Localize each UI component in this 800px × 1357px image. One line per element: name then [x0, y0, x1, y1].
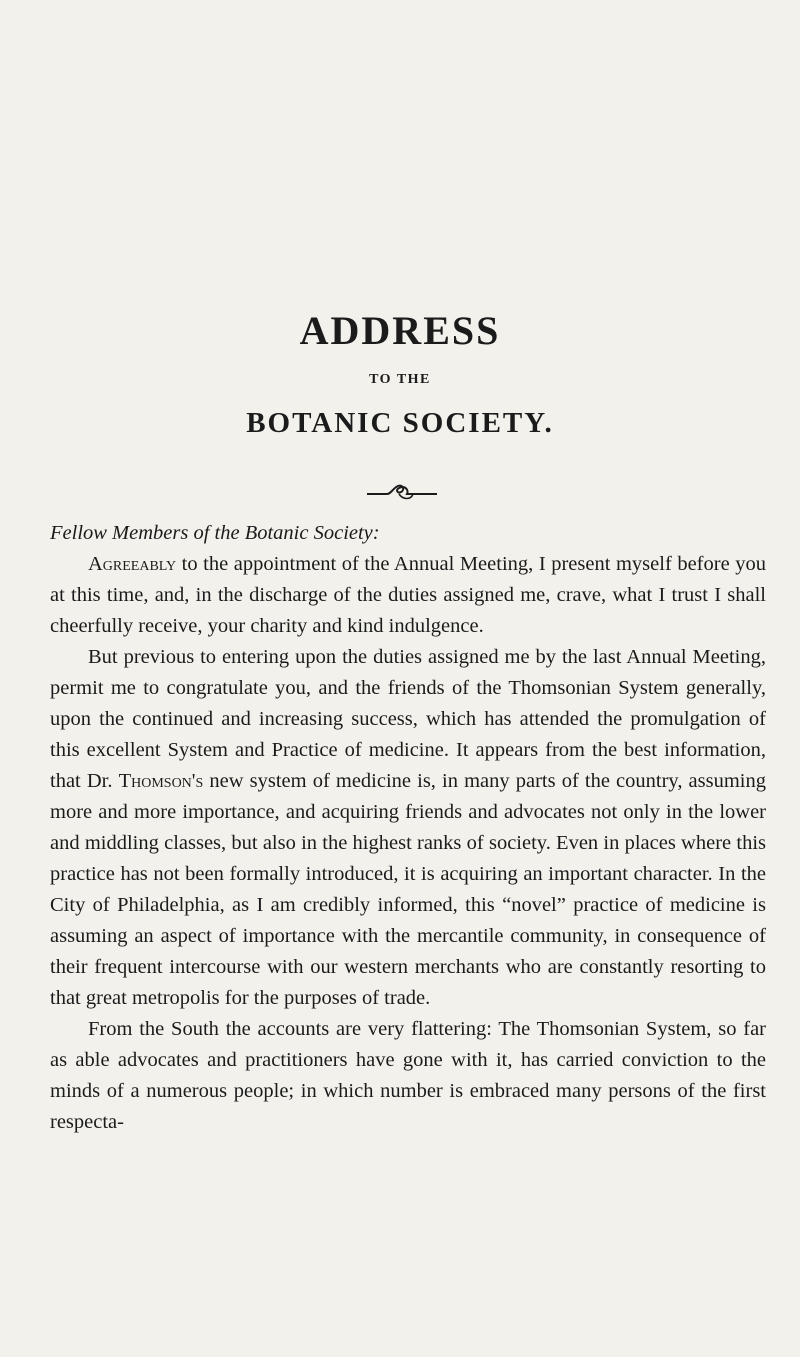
salutation: Fellow Members of the Botanic Society:: [50, 522, 380, 544]
page-title: ADDRESS: [299, 308, 501, 353]
paragraph-1: [50, 549, 766, 642]
paragraph-3: From the South the accounts are very flattering: The Thomsonian System, so far as able advocates and practitioners have gone with it, has carried conviction to the minds of a numerous people; in which number is embraced many persons of the first respecta-: [50, 1018, 766, 1133]
paragraph-2-post: new system of medicine is, in many parts of the country, assuming more and more importance, and acquiring friends and advocates not only in the lower and middling classes, but also in the highest ranks of society. Even in places where this practice has not been formally introduced, it is acquiring an important character. In the City of Philadelphia, as I am credibly informed, this “novel” practice of medicine is assuming an aspect of importance with the mercantile community, in consequence of their frequent intercourse with our western merchants who are constantly resorting to that great metropolis for the purposes of trade.: [50, 770, 766, 1009]
paragraph-2: [50, 642, 766, 1014]
paragraph-1-text: to the appointment of the Annual Meeting, I present myself before you at this time, and, in the discharge of the duties assigned me, crave, what I trust I shall cheerfully receive, your charity and kind indulgence.: [50, 553, 766, 637]
paragraph-2-pre: But previous to entering upon the duties assigned me by the last Annual Meeting, permit me to congratulate you, and the friends of the Thomsonian System generally, upon the continued and increasing success, which has attended the promulgation of this excellent System and Practice of medicine. It appears from the best information, that Dr.: [50, 646, 766, 792]
address-body: [50, 518, 766, 1138]
title-connector: TO THE: [369, 372, 431, 387]
paragraph-1-lead: Agreeably: [88, 553, 177, 575]
society-title: BOTANIC SOCIETY.: [246, 407, 554, 439]
flourish-ornament-icon: [365, 480, 439, 504]
thomson-name: Thomson's: [118, 770, 204, 792]
